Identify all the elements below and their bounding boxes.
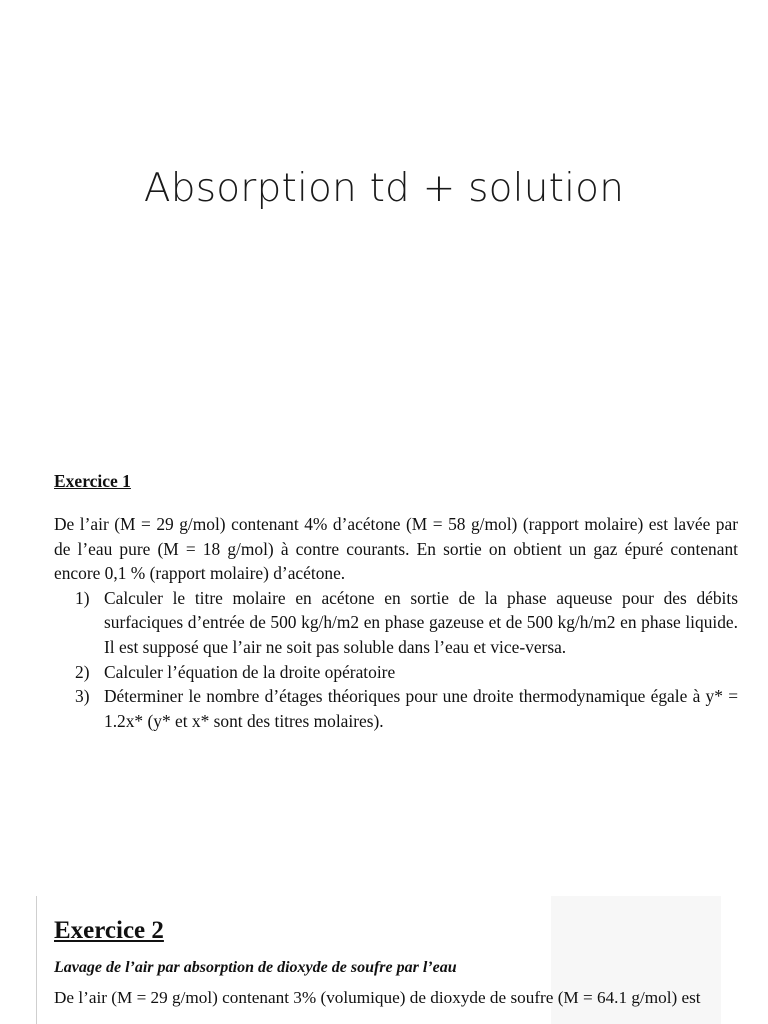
exercise-1-heading: Exercice 1 <box>54 471 131 491</box>
exercise-1 <box>54 470 738 733</box>
slide-title: Absorption td + solution <box>143 166 625 211</box>
question-number: 1) <box>75 587 90 608</box>
exercise-2 <box>54 916 744 1009</box>
question-item <box>54 684 738 733</box>
exercise-1-intro: De l’air (M = 29 g/mol) contenant 4% d’acétone (M = 58 g/mol) (rapport molaire) est lavée par de l’eau pure (M = 18 g/mol) à contre courants. En sortie on obtient un gaz épuré contenant encore 0,1 % (rapport molaire) d’acétone. <box>54 514 738 584</box>
exercise-2-subtitle: Lavage de l’air par absorption de dioxyde de soufre par l’eau <box>54 959 457 976</box>
exercise-2-heading: Exercice 2 <box>54 917 164 944</box>
exercise-2-panel <box>36 896 757 1024</box>
exercise-2-text: De l’air (M = 29 g/mol) contenant 3% (volumique) de dioxyde de soufre (M = 64.1 g/mol) est <box>54 988 701 1007</box>
question-text: Déterminer le nombre d’étages théoriques pour une droite thermodynamique égale à y* = 1.2x* (y* et x* sont des titres molaires). <box>104 686 738 731</box>
question-text: Calculer le titre molaire en acétone en sortie de la phase aqueuse pour des débits surfaciques d’entrée de 500 kg/h/m2 en phase gazeuse et de 500 kg/h/m2 en phase liquide. Il est supposé que l’air ne soit pas soluble dans l’eau et vice-versa. <box>104 587 738 657</box>
exercise-1-questions <box>54 586 738 734</box>
question-text: Calculer l’équation de la droite opératoire <box>104 661 396 682</box>
question-number: 2) <box>75 661 90 682</box>
question-item <box>54 660 738 685</box>
question-item <box>54 586 738 660</box>
question-number: 3) <box>75 686 90 707</box>
